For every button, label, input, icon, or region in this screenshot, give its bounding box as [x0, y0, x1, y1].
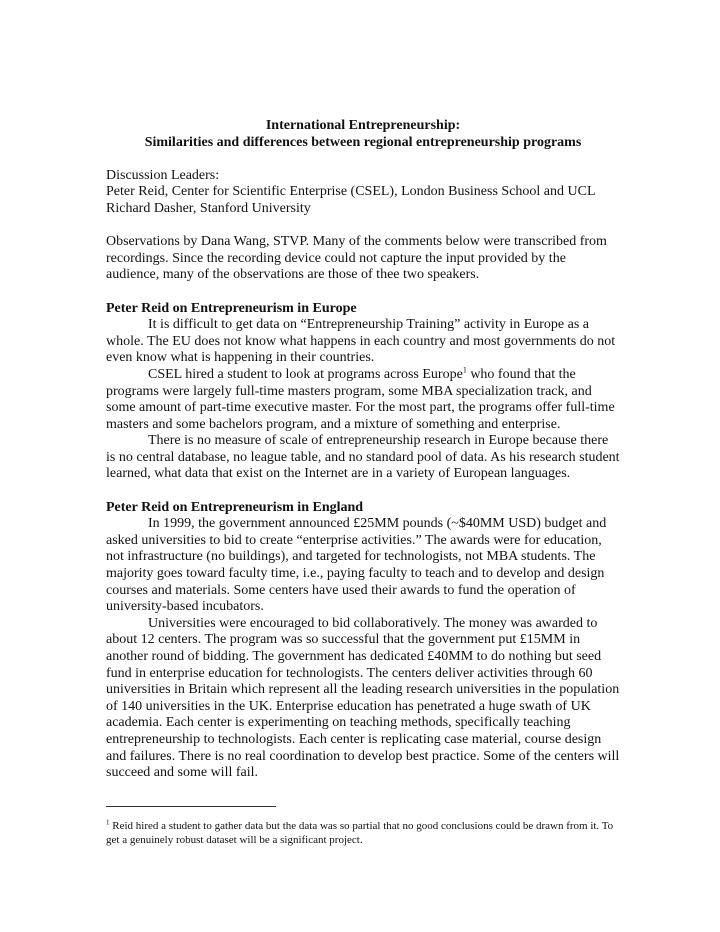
europe-paragraph-2-start: CSEL hired a student to look at programs across Europe [148, 366, 463, 382]
section-england-heading: Peter Reid on Entrepreneurism in England [106, 499, 364, 515]
europe-paragraph-3: There is no measure of scale of entrepreneurship research in Europe because there is no central database, no league table, and no standard pool of data. As his research student learned, what data that exist on the Internet are in a variety of European languages. [106, 433, 620, 482]
title-line-1: International Entrepreneurship: [265, 118, 461, 133]
document-title [106, 118, 620, 151]
footnote-reference[interactable]: 1 [462, 365, 467, 375]
discussion-leaders [106, 168, 620, 218]
section-europe [106, 301, 620, 484]
leader-1: Peter Reid, Center for Scientific Enterprise (CSEL), London Business School and UCL [106, 184, 596, 200]
leaders-label: Discussion Leaders: [106, 167, 220, 183]
europe-paragraph-2 [106, 367, 620, 433]
section-europe-heading: Peter Reid on Entrepreneurism in Europe [106, 300, 357, 316]
section-england [106, 500, 620, 782]
england-paragraph-2: Universities were encouraged to bid collaboratively. The money was awarded to about 12 centers. The program was so successful that the government put £15MM in another round of bidding. The government has dedicated £40MM to do nothing but seed fund in enterprise education for technologists. The centers deliver activities through 60 universities in Britain which represent all the leading research universities in the population of 140 universities in the UK. Enterprise education has penetrated a huge swath of UK academia. Each center is experimenting on teaching methods, specifically teaching entrepreneurship to technologists. Each center is replicating case material, course design and failures. There is no real coordination to develop best practice. Some of the centers will succeed and some will fail. [106, 615, 620, 781]
footnote-marker: 1 [106, 818, 110, 827]
england-paragraph-1: In 1999, the government announced £25MM pounds (~$40MM USD) budget and asked universities to bid to create “enterprise activities.” The awards were for education, not infrastructure (no buildings), and targeted for technologists, not MBA students. The majority goes toward faculty time, i.e., paying faculty to teach and to develop and design courses and materials. Some centers have used their awards to fund the operation of university-based incubators. [106, 516, 607, 615]
footnote-divider [106, 806, 276, 807]
observations-paragraph: Observations by Dana Wang, STVP. Many of the comments below were transcribed from recordings. Since the recording device could not capture the input provided by the audience, many of the observations are those of thee two speakers. [106, 234, 607, 283]
footnote-text: Reid hired a student to gather data but the data was so partial that no good conclusions could be drawn from it. To get a genuinely robust dataset will be a significant project. [106, 819, 614, 846]
europe-paragraph-1: It is difficult to get data on “Entrepreneurship Training” activity in Europe as a whole. The EU does not know what happens in each country and most governments do not even know what is happening in their countries. [106, 317, 616, 366]
europe-paragraph-2-end: who found that the programs were largely full-time masters program, some MBA specialization track, and some amount of part-time executive master. For the most part, the programs offer full-time masters and some bachelors program, and a mixture of something and enterprise. [106, 366, 615, 432]
footnote [106, 819, 620, 847]
title-line-2: Similarities and differences between regional entrepreneurship programs [144, 134, 582, 150]
leader-2: Richard Dasher, Stanford University [106, 200, 311, 216]
